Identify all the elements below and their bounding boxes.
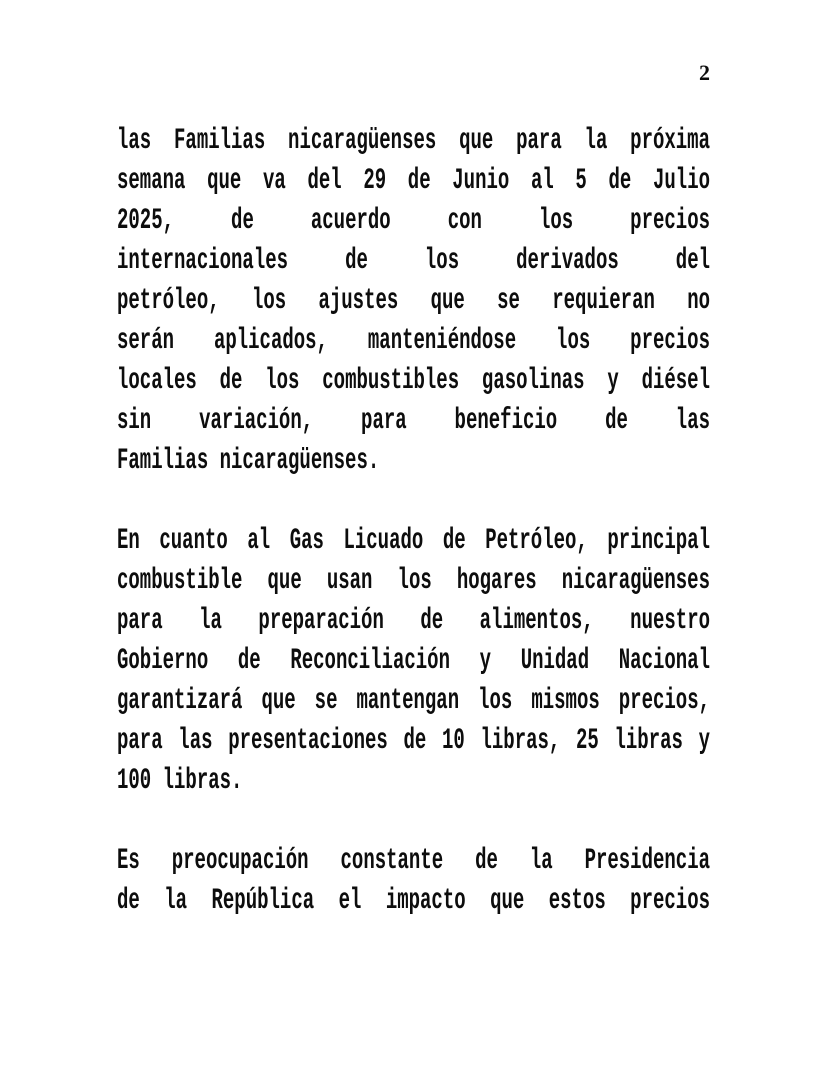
page-header	[117, 58, 710, 88]
text-line: Familias nicaragüenses.	[117, 442, 380, 478]
text-line: para la preparación de alimentos, nuestro	[117, 602, 710, 638]
text-line: para las presentaciones de 10 libras, 25 libras y	[117, 722, 710, 758]
text-line: de la República el impacto que estos precios	[117, 882, 710, 918]
text-line: En cuanto al Gas Licuado de Petróleo, principal	[117, 522, 710, 558]
paragraph	[117, 120, 710, 480]
text-line: locales de los combustibles gasolinas y diésel	[117, 362, 710, 398]
text-line: internacionales de los derivados del	[117, 242, 710, 278]
text-line: Es preocupación constante de la Presidencia	[117, 842, 710, 878]
document-body	[117, 120, 710, 960]
text-line: 2025, de acuerdo con los precios	[117, 202, 710, 238]
text-line: 100 libras.	[117, 762, 243, 798]
text-line: las Familias nicaragüenses que para la próxima	[117, 122, 710, 158]
text-line: sin variación, para beneficio de las	[117, 402, 710, 438]
text-line: garantizará que se mantengan los mismos precios,	[117, 682, 710, 718]
paragraph	[117, 520, 710, 800]
text-line: serán aplicados, manteniéndose los precios	[117, 322, 710, 358]
paragraph	[117, 840, 710, 920]
page-number: 2	[699, 60, 710, 85]
text-line: semana que va del 29 de Junio al 5 de Julio	[117, 162, 710, 198]
text-line: combustible que usan los hogares nicaragüenses	[117, 562, 710, 598]
text-line: Gobierno de Reconciliación y Unidad Nacional	[117, 642, 710, 678]
text-line: petróleo, los ajustes que se requieran no	[117, 282, 710, 318]
